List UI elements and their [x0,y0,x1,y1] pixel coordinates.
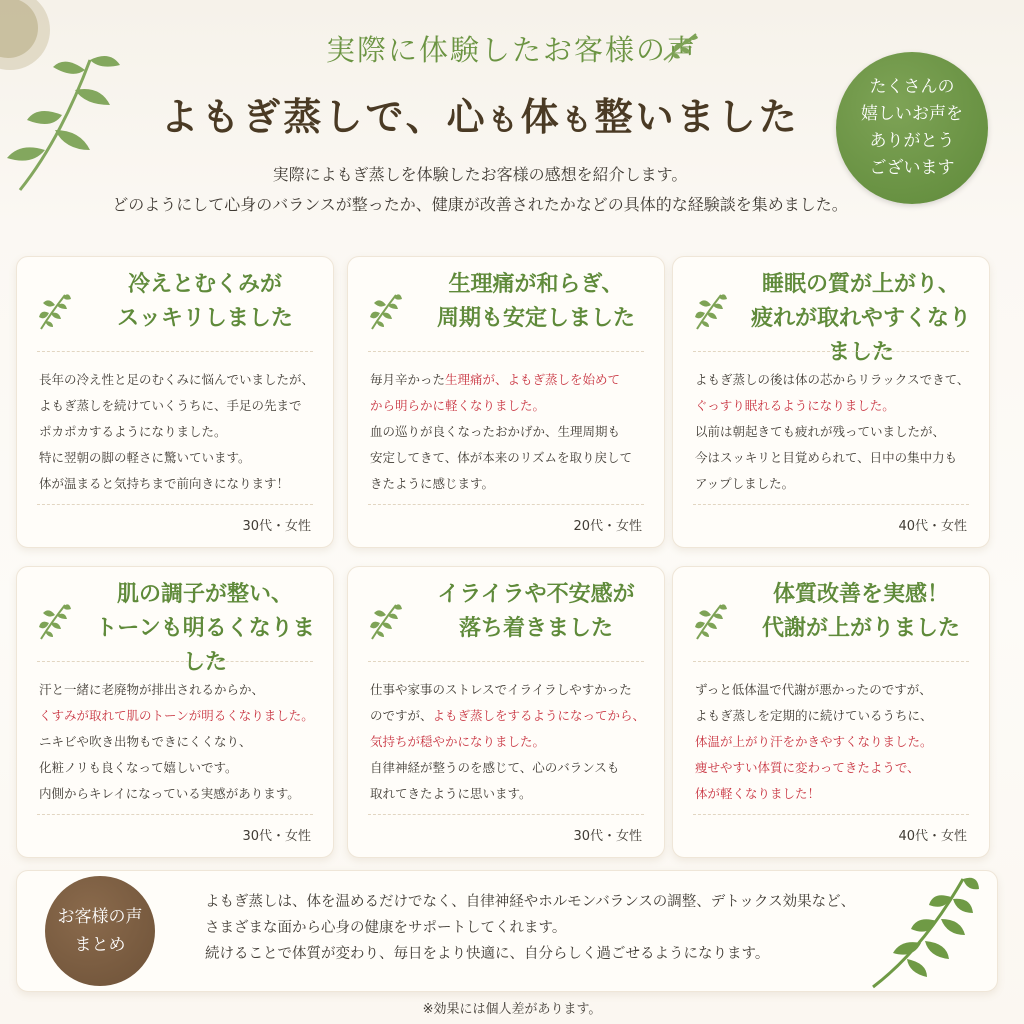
body-text: 毎月辛かった [370,372,446,387]
customer-age-gender: 20代・女性 [573,519,642,534]
badge-line: ありがとう [869,131,955,151]
card-title-line: 肌の調子が整い、 [116,581,293,607]
card-title [87,577,323,679]
card-body [39,367,317,497]
card-body [695,677,973,807]
divider [693,351,969,352]
mugwort-leaf-icon [368,601,402,645]
summary-badge-line: まとめ [74,935,126,955]
card-body-line: 体温が上がり汗をかきやすくなりました。 [695,734,933,749]
card-body-line: ポカポカするようになりました。 [39,424,227,439]
card-title [743,577,979,645]
badge-line: ございます [869,158,955,178]
divider [693,504,969,505]
summary-line: さまざまな面から心身の健康をサポートしてくれます。 [205,920,567,936]
card-body-line: ずっと低体温で代謝が悪かったのですが、 [695,682,932,697]
sprig-icon [660,30,700,62]
summary-line: よもぎ蒸しは、体を温めるだけでなく、自律神経やホルモンバランスの調整、デトックス効果など、 [205,894,856,910]
divider [37,351,313,352]
summary-box [16,870,998,992]
card-body-line: 体が軽くなりました！ [695,786,821,801]
summary-text [205,889,855,967]
customer-age-gender: 30代・女性 [242,519,311,534]
mugwort-leaf-icon [368,291,402,335]
card-body-line: 内側からキレイになっている実感があります。 [39,786,300,801]
divider [37,661,313,662]
card-title-line: 疲れが取れやすくなりました [750,305,971,365]
card-title [418,577,654,645]
mugwort-leaf-icon [863,869,983,991]
card-body-line: よもぎ蒸しを定期的に続けているうちに、 [695,708,933,723]
title-part: も [561,103,595,138]
intro-text [0,160,960,220]
mugwort-leaf-icon [37,291,71,335]
card-title-line: 代謝が上がりました [761,615,960,641]
card-body-line [370,367,648,393]
customer-age-gender: 30代・女性 [242,829,311,844]
card-body-line: ぐっすり眠れるようになりました。 [695,398,895,413]
card-body-line: 汗と一緒に老廃物が排出されるからか、 [39,682,265,697]
card-title [87,267,323,335]
card-title-line: イライラや不安感が [437,581,635,607]
testimonial-card [672,256,990,548]
summary-badge [45,876,155,986]
testimonial-card [672,566,990,858]
title-part: よもぎ蒸しで、 [160,94,447,139]
card-body-line: から明らかに軽くなりました。 [370,398,546,413]
card-body-line: 痩せやすい体質に変わってきたようで、 [695,760,920,775]
card-body-line: ニキビや吹き出物もできにくくなり、 [39,734,252,749]
card-title-line: 周期も安定しました [436,305,635,331]
card-body-line: 取れてきたように思います。 [370,786,532,801]
divider [37,504,313,505]
card-body-line: 以前は朝起きても疲れが残っていましたが、 [695,424,946,439]
card-body-line: 自律神経が整うのを感じて、心のバランスも [370,760,620,775]
testimonial-card [347,566,665,858]
customer-age-gender: 30代・女性 [573,829,642,844]
divider [37,814,313,815]
divider [368,814,644,815]
card-body-line: 化粧ノリも良くなって嬉しいです。 [39,760,238,775]
testimonial-card [347,256,665,548]
card-body-line: 安定してきて、体が本来のリズムを取り戻して [370,450,633,465]
testimonial-card [16,566,334,858]
title-part: 体 [520,94,562,139]
testimonial-card [16,256,334,548]
card-body-line [370,703,648,729]
card-body-line: 血の巡りが良くなったおかげか、生理周期も [370,424,621,439]
card-title-line: 生理痛が和らぎ、 [448,271,624,297]
title-part: 心 [446,94,488,139]
mugwort-leaf-icon [693,601,727,645]
title-part: いました [635,94,800,139]
card-body-line: 体が温まると気持ちまで前向きになります！ [39,476,290,491]
card-body-line: 仕事や家事のストレスでイライラしやすかった [370,682,632,697]
divider [368,351,644,352]
card-title-line: スッキリしました [117,305,293,331]
card-body-line: きたように感じます。 [370,476,495,491]
card-body-line: 気持ちが穏やかになりました。 [370,734,546,749]
badge-line: 嬉しいお声を [861,104,963,124]
card-body-line: 特に翌朝の脚の軽さに驚いています。 [39,450,251,465]
summary-line: 続けることで体質が変わり、毎日をより快適に、自分らしく過ごせるようになります。 [205,946,770,962]
divider [368,661,644,662]
card-body-line: くすみが取れて肌のトーンが明るくなりました。 [39,708,314,723]
card-body [695,367,973,497]
intro-line: どのようにして心身のバランスが整ったか、健康が改善されたかなどの具体的な経験談を集めました。 [112,195,848,214]
divider [693,814,969,815]
card-body-line: よもぎ蒸しを続けていくうちに、手足の先まで [39,398,302,413]
title-part: も [487,103,521,138]
card-title [743,267,979,369]
card-body [39,677,317,807]
card-title-line: 体質改善を実感！ [772,581,949,607]
summary-badge-line: お客様の声 [57,907,143,927]
card-body-line: 長年の冷え性と足のむくみに悩んでいましたが、 [39,372,315,387]
card-title-line: 落ち着きました [458,615,613,641]
intro-line: 実際によもぎ蒸しを体験したお客様の感想を紹介します。 [272,165,688,184]
card-title-line: 冷えとむくみが [127,271,282,297]
customer-age-gender: 40代・女性 [898,829,967,844]
card-title-line: 睡眠の質が上がり、 [761,271,960,297]
card-body-line: 今はスッキリと目覚められて、日中の集中力も [695,450,958,465]
highlight-text: よもぎ蒸しをするようになってから、 [432,708,646,723]
mugwort-leaf-icon [693,291,727,335]
main-title [0,86,960,141]
customer-age-gender: 40代・女性 [898,519,967,534]
title-part: 整 [594,94,636,139]
divider [693,661,969,662]
body-text: のですが、 [370,708,433,723]
eyebrow-heading: 実際に体験したお客様の声 [325,33,698,67]
card-body-line: アップしました。 [695,476,795,491]
card-body [370,677,648,807]
badge-line: たくさんの [869,77,955,97]
highlight-text: 生理痛が、よもぎ蒸しを始めて [445,372,621,387]
card-body-line: よもぎ蒸しの後は体の芯からリラックスできて、 [695,372,970,387]
card-body [370,367,648,497]
card-title-line: トーンも明るくなりました [95,615,315,675]
mugwort-leaf-icon [37,601,71,645]
divider [368,504,644,505]
card-title [418,267,654,335]
disclaimer-note: ※効果には個人差があります。 [422,1002,602,1017]
